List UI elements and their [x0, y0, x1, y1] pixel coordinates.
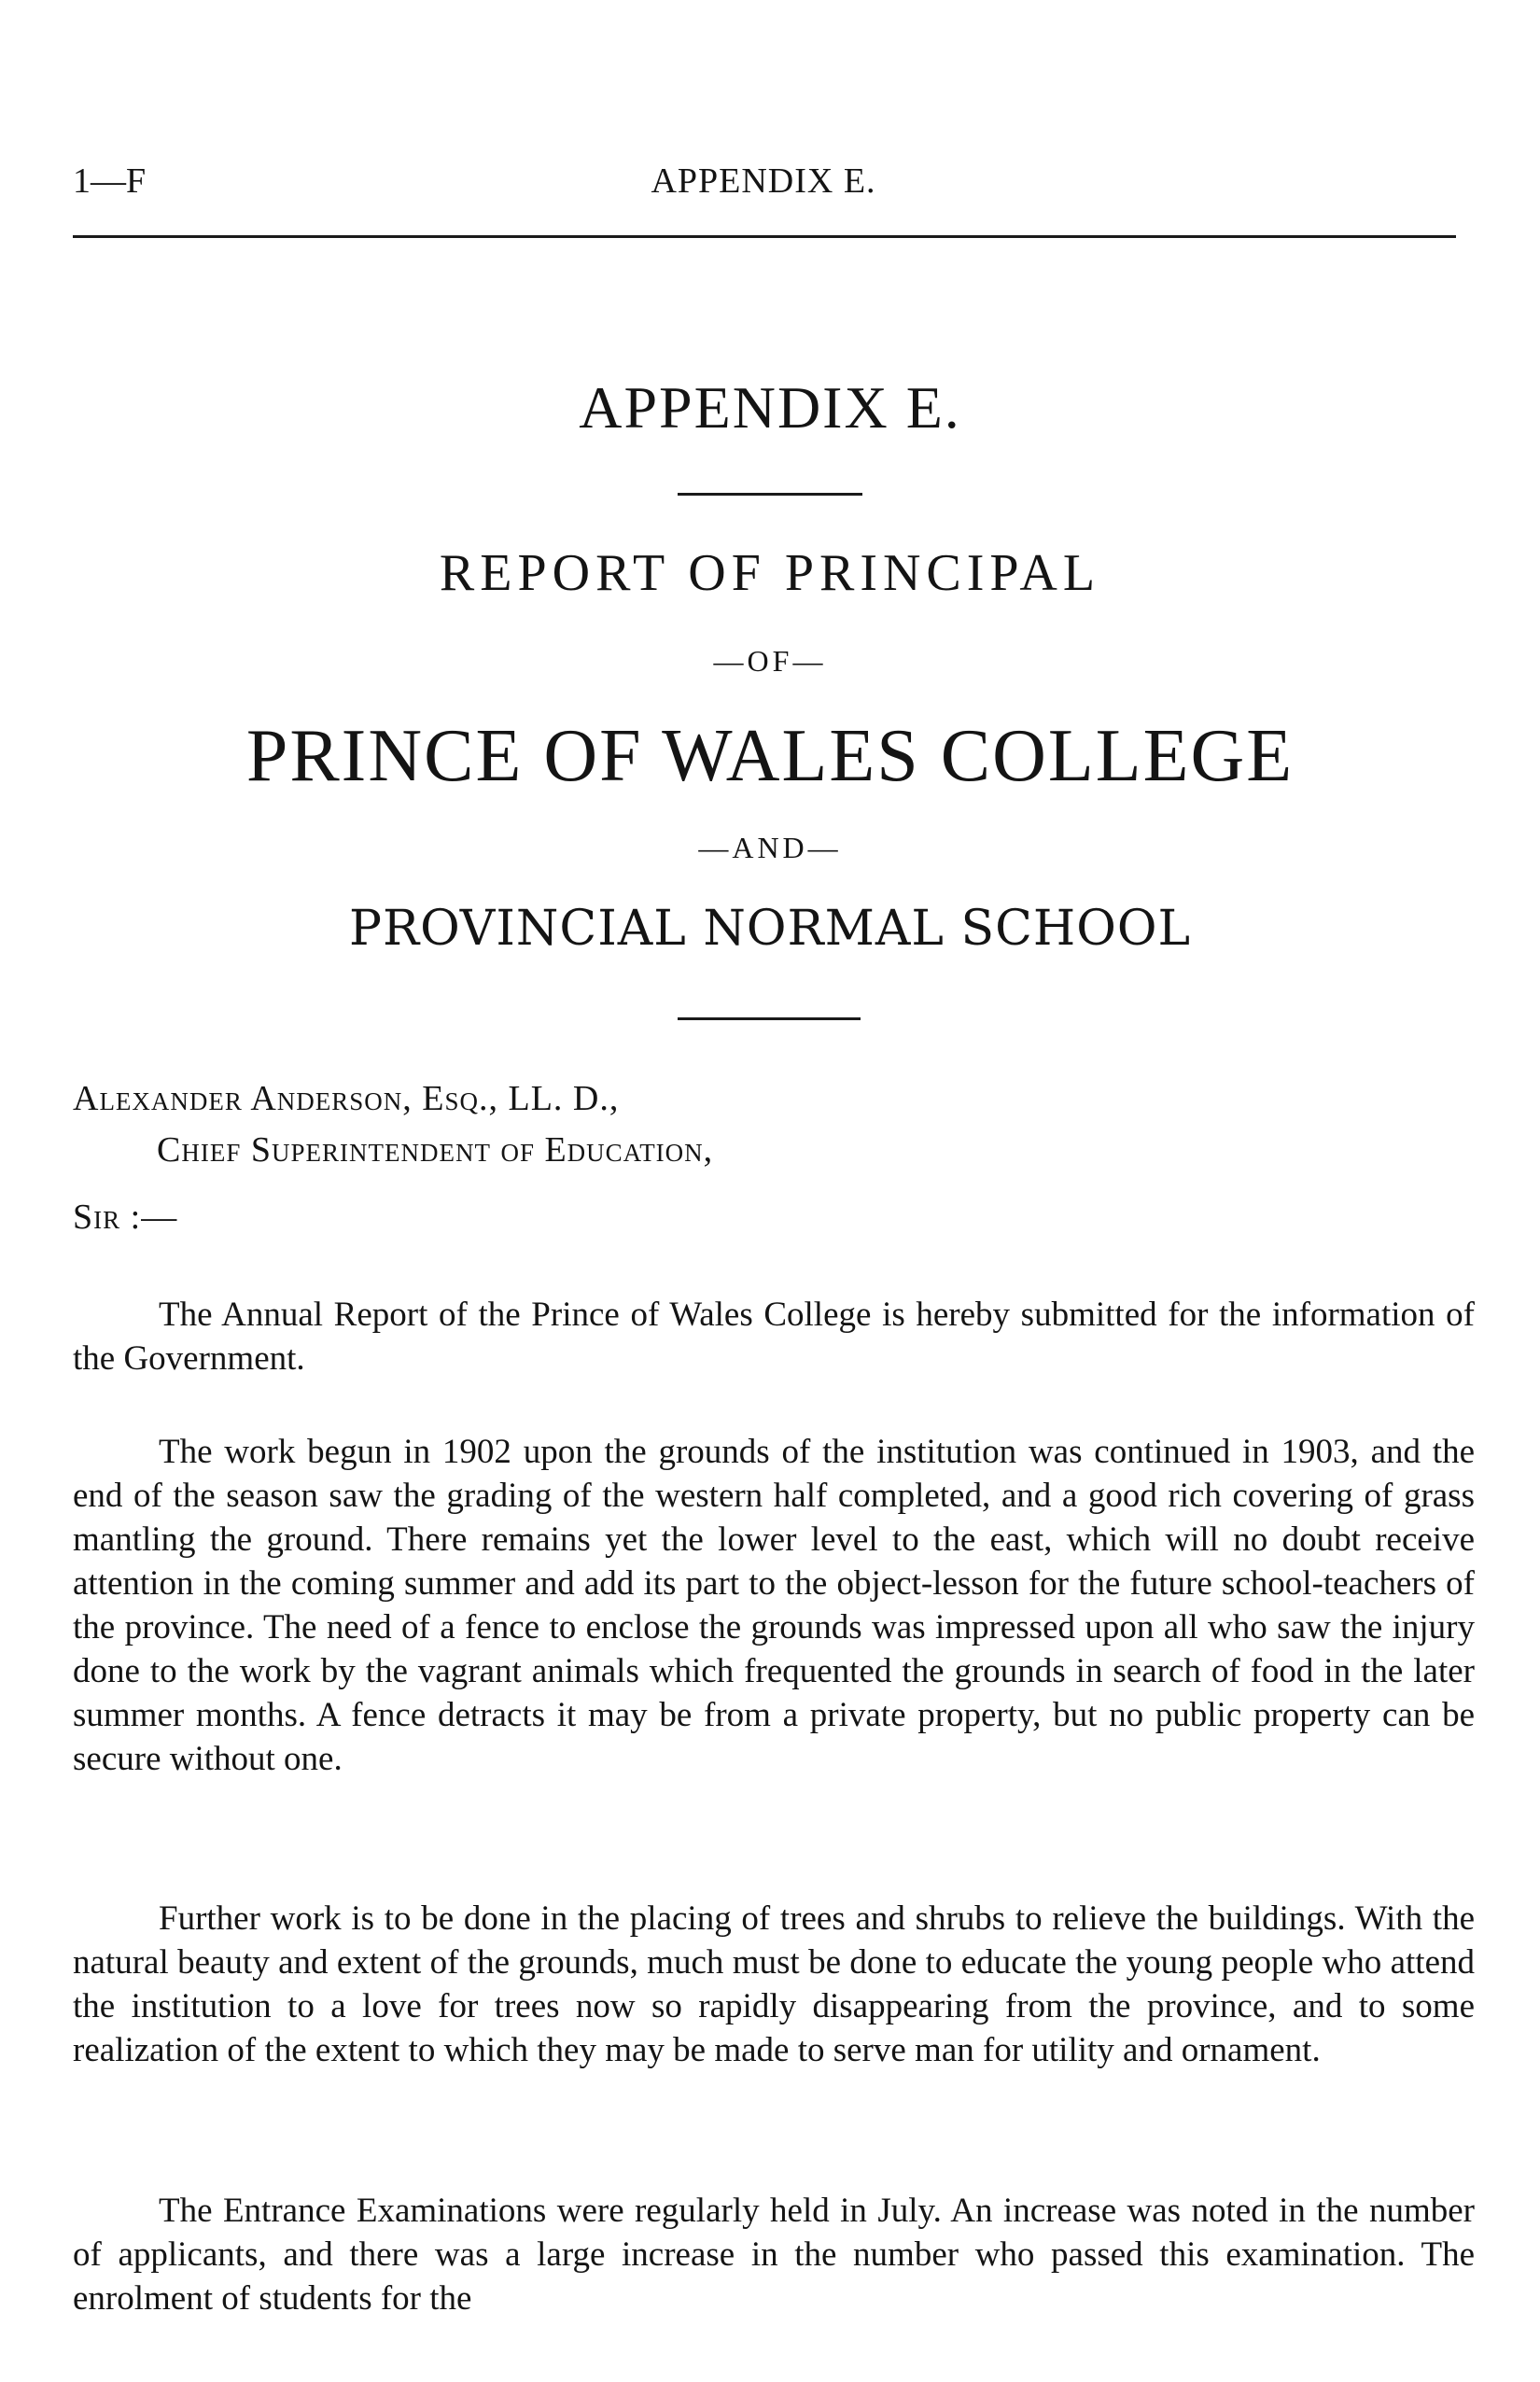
- addressee-name: Alexander Anderson, Esq., LL. D.,: [73, 1079, 620, 1118]
- of-connector: —OF—: [713, 644, 827, 678]
- report-title: REPORT OF PRINCIPAL: [439, 544, 1101, 602]
- divider-rule: [678, 493, 862, 496]
- and-connector: —AND—: [698, 831, 842, 864]
- main-heading: APPENDIX E.: [579, 374, 961, 441]
- body-paragraph: The work begun in 1902 upon the grounds of the institution was continued in 1903, and the end of the season saw the grading of the western half completed, and a good rich covering of grass mantling the ground. There remains yet the lower level to the east, which will no doubt receive attention in the coming summer and add its part to the object-lesson for the future school-teachers of the province. The need of a fence to enclose the grounds was impressed upon all who saw the injury done to the work by the vagrant animals which frequented the grounds in search of food in the later summer months. A fence detracts it may be from a private property, but no public property can be secure without one.: [73, 1433, 1475, 1778]
- body-paragraph: The Annual Report of the Prince of Wales College is hereby submitted for the information of the Government.: [73, 1296, 1475, 1378]
- college-name: PRINCE OF WALES COLLEGE: [245, 715, 1295, 797]
- body-paragraph: Further work is to be done in the placing of trees and shrubs to relieve the buildings. With the natural beauty and extent of the grounds, much must be done to educate the young people who attend the institution to a love for trees now so rapidly disappearing from the province, and to some realization of the extent to which they may be made to serve man for utility and ornament.: [73, 1899, 1475, 2069]
- body-paragraph: The Entrance Examinations were regularly held in July. An increase was noted in the number of applicants, and there was a large increase in the number who passed this examination. The enrolment of students for the: [73, 2192, 1475, 2318]
- salutation: Sir :—: [73, 1198, 178, 1237]
- header-rule: [73, 235, 1456, 238]
- divider-rule: [678, 1017, 861, 1020]
- running-header: [73, 161, 1454, 207]
- addressee-title: Chief Superintendent of Education,: [157, 1130, 714, 1170]
- school-name: PROVINCIAL NORMAL SCHOOL: [348, 901, 1192, 957]
- running-title: APPENDIX E.: [651, 161, 876, 201]
- page-number: 1—F: [73, 161, 147, 201]
